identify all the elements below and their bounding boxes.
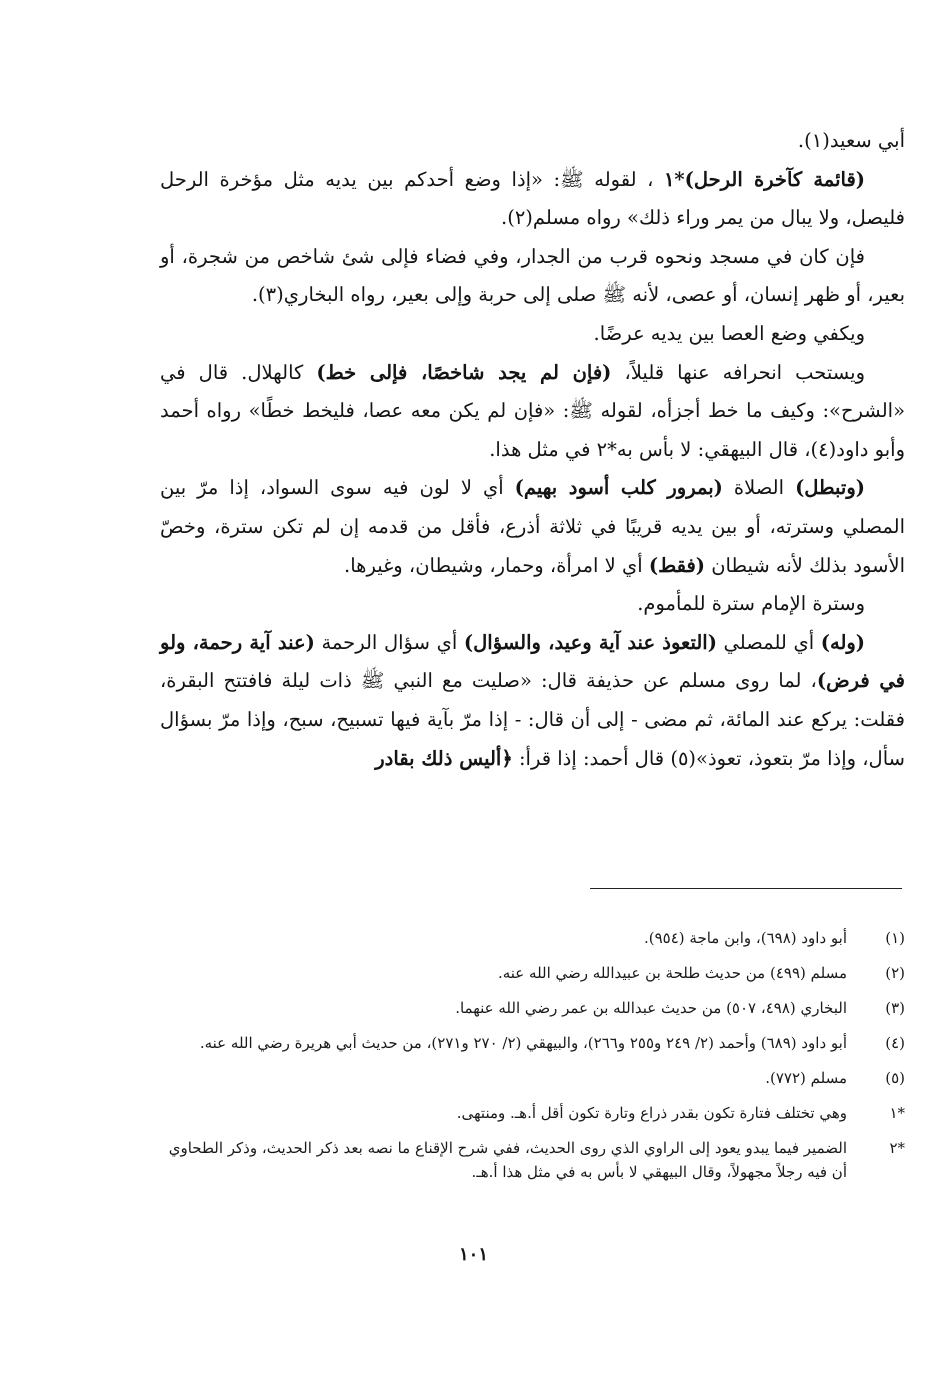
footnote <box>160 1031 905 1055</box>
text-span: ، لقوله ﷺ: «إذا وضع أحدكم بين يديه مثل مؤخرة الرحل فليصل، ولا يبال من يمر وراء ذلك» رواه مسلم(٢). <box>160 167 905 230</box>
footnote-text: مسلم (٤٩٩) من حديث طلحة بن عبيدالله رضي الله عنه. <box>497 964 847 982</box>
bold-term: (عند آية رحمة، ولو في فرض) <box>160 630 905 693</box>
text-span: أي سؤال الرحمة <box>321 630 458 654</box>
bold-term: (فإن لم يجد شاخصًا، فإلى خط) <box>316 360 612 384</box>
footnote-number: *٢ <box>889 1139 905 1157</box>
footnote-separator <box>590 888 902 889</box>
text-span: أي للمصلي <box>723 630 815 654</box>
bold-term: (التعوذ عند آية وعيد، والسؤال) <box>463 630 717 654</box>
paragraph <box>160 161 905 238</box>
footnote-number: (٢) <box>885 964 905 982</box>
bold-term: (فقط) <box>648 553 706 577</box>
footnote-text: أبو داود (٦٨٩) وأحمد (٢/ ٢٤٩ و٢٥٥ و٢٦٦)، والبيهقي (٢/ ٢٧٠ و٢٧١)، من حديث أبي هريرة رضي الله عنه. <box>199 1034 847 1052</box>
paragraph <box>160 122 905 161</box>
footnote <box>160 926 905 950</box>
bold-term: (وله) <box>820 630 866 654</box>
footnote <box>160 1136 905 1184</box>
footnote-number: (٥) <box>885 1069 905 1087</box>
paragraph <box>160 315 905 354</box>
page-number: ١٠١ <box>458 1244 488 1265</box>
text-span: الصلاة <box>733 476 785 500</box>
footnote-text: الضمير فيما يبدو يعود إلى الراوي الذي روى الحديث، ففي شرح الإقناع ما نصه بعد ذكر الحديث، وذكر الطحاوي أن فيه رجلاً مجهولاً، وقال البيهقي لا بأس به في مثل هذا أ.هـ. <box>168 1139 847 1181</box>
text-span: أي لا امرأة، وحمار، وشيطان، وغيرها. <box>344 553 643 577</box>
footnote-number: (١) <box>885 929 905 947</box>
footnote-number: *١ <box>889 1104 905 1122</box>
footnote <box>160 996 905 1020</box>
main-text <box>160 122 905 778</box>
footnote-text: مسلم (٧٧٢). <box>765 1069 847 1087</box>
footnote-number: (٤) <box>885 1034 905 1052</box>
paragraph <box>160 624 905 778</box>
paragraph <box>160 469 905 585</box>
footnote <box>160 961 905 985</box>
footnote <box>160 1066 905 1090</box>
footnotes <box>160 926 905 1195</box>
text-span: ويستحب انحرافه عنها قليلاً، <box>624 360 866 384</box>
text-span: ، لما روى مسلم عن حذيفة قال: «صليت مع النبي ﷺ ذات ليلة فافتتح البقرة، فقلت: يركع عند المائة، ثم مضى - إلى أن قال: - إذا مرّ بآية فيها تسبيح، سبح، وإذا مرّ بسؤال سأل، وإذا مرّ بتعوذ، تعوذ»(٥) قال أحمد: إذا قرأ: <box>160 669 905 770</box>
bold-term: (بمرور كلب أسود بهيم) <box>514 476 723 500</box>
paragraph <box>160 354 905 470</box>
footnote-text: وهي تختلف فتارة تكون بقدر ذراع وتارة تكون أقل أ.هـ. ومنتهى. <box>456 1104 847 1122</box>
text-span: أي لا لون فيه سوى السواد، إذا مرّ بين المصلي وسترته، أو بين يديه قريبًا في ثلاثة أذرع، فأقل من قدمه إن لم تكن سترة، وخصّ الأسود بذلك لأنه شيطان <box>160 476 905 577</box>
bold-term: (قائمة كآخرة الرحل)*١ <box>663 167 865 191</box>
bold-term: (وتبطل) <box>795 476 866 500</box>
text-span: فإن كان في مسجد ونحوه قرب من الجدار، وفي فضاء فإلى شئ شاخص من شجرة، أو بعير، أو ظهر إنسان، أو عصى، لأنه ﷺ صلى إلى حربة وإلى بعير، رواه البخاري(٣). <box>160 244 905 307</box>
paragraph <box>160 585 905 624</box>
footnote-text: البخاري (٤٩٨، ٥٠٧) من حديث عبدالله بن عمر رضي الله عنهما. <box>455 999 847 1017</box>
text-span: وسترة الإمام سترة للمأموم. <box>637 592 865 616</box>
text-span: ويكفي وضع العصا بين يديه عرضًا. <box>593 321 865 345</box>
footnote-text: أبو داود (٦٩٨)، وابن ماجة (٩٥٤). <box>644 929 847 947</box>
footnote-number: (٣) <box>885 999 905 1017</box>
footnote <box>160 1101 905 1125</box>
bold-term: ﴿أليس ذلك بقادر <box>375 746 513 770</box>
paragraph <box>160 238 905 315</box>
text-span: أبي سعيد(١). <box>797 129 905 152</box>
text-span: كالهلال. قال في «الشرح»: وكيف ما خط أجزأه، لقوله ﷺ: «فإن لم يكن معه عصا، فليخط خطًا» رواه أحمد وأبو داود(٤)، قال البيهقي: لا بأس به*٢ في مثل هذا. <box>160 360 905 461</box>
